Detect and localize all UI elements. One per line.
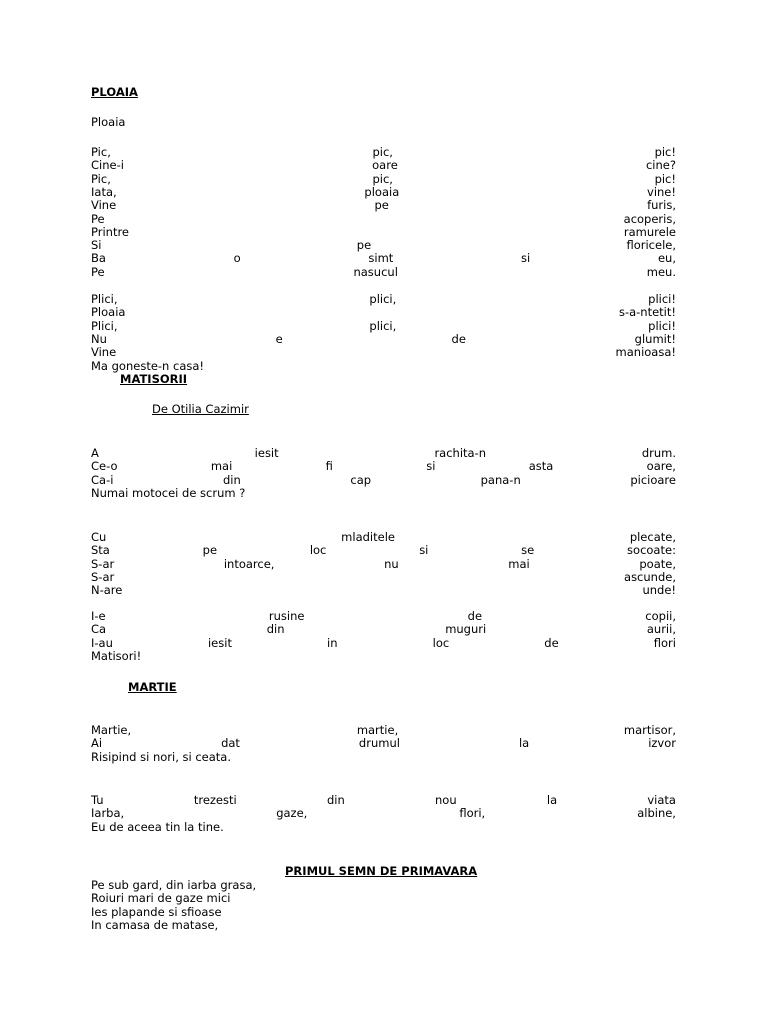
verse-word: Sta — [91, 543, 110, 558]
verse-line — [91, 919, 676, 932]
verse-word: Numai motocei de scrum ? — [91, 485, 246, 500]
verse-word: nu — [384, 556, 399, 571]
verse-word: intoarce, — [223, 556, 275, 571]
verse-line — [91, 610, 676, 623]
verse-word: la — [518, 736, 530, 751]
verse-line — [91, 807, 676, 820]
verse-word: cine? — [645, 158, 676, 173]
verse-line — [91, 544, 676, 557]
verse-word: gaze, — [276, 806, 308, 821]
verse-word: si — [426, 459, 436, 474]
verse-word: drumul — [358, 736, 400, 751]
verse-word: drum. — [641, 446, 676, 460]
verse-word: din — [326, 793, 345, 807]
verse-word: din — [223, 472, 241, 487]
verse-word: Cu — [91, 530, 107, 544]
verse-line — [91, 266, 676, 279]
verse-word: flori — [653, 635, 676, 650]
verse-word: viata — [647, 793, 676, 807]
verse-line — [91, 737, 676, 750]
verse-word: Pe sub gard, din iarba grasa, — [91, 878, 257, 892]
verse-word: I-e — [91, 609, 106, 623]
verse-line — [91, 159, 676, 172]
verse-line — [91, 252, 676, 265]
verse-word: Ca — [91, 622, 107, 637]
verse-word: rachita-n — [434, 446, 487, 460]
verse-word: se — [521, 543, 535, 558]
verse-word: pana-n — [480, 472, 521, 487]
verse-word: oare, — [646, 459, 676, 474]
verse-word: albine, — [637, 806, 676, 821]
verse-word: A — [91, 446, 99, 460]
verse-word: ploaia — [364, 184, 400, 199]
verse-word: Ies plapande si sfioase — [91, 904, 222, 919]
verse-line — [91, 558, 676, 571]
verse-word: copii, — [645, 609, 676, 623]
verse-word: loc — [309, 543, 327, 558]
verse-line — [91, 186, 676, 199]
verse-word: si — [521, 251, 531, 266]
verse-word: S-ar — [91, 556, 115, 571]
verse-word: pic! — [654, 171, 676, 186]
verse-word: Printre — [91, 224, 130, 239]
verse-word: pic, — [372, 171, 393, 186]
verse-word: trezesti — [193, 793, 237, 807]
verse-word: plici, — [369, 292, 397, 306]
verse-line — [91, 637, 676, 650]
verse-word: meu. — [646, 264, 676, 279]
verse-line — [91, 293, 676, 306]
verse-word: fi — [325, 459, 333, 474]
verse-line — [91, 487, 676, 500]
section-title-ploaia: PLOAIA — [91, 85, 138, 99]
verse-word: Ploaia — [91, 305, 126, 320]
verse-word: manioasa! — [615, 345, 676, 360]
verse-word: Matisori! — [91, 648, 142, 663]
verse-word: de — [467, 609, 483, 623]
verse-word: picioare — [630, 472, 676, 487]
verse-line — [91, 226, 676, 239]
verse-word: floricele, — [626, 238, 676, 253]
verse-word: plici! — [648, 318, 676, 333]
verse-line — [91, 199, 676, 212]
verse-word: Ba — [91, 251, 106, 266]
verse-word: rusine — [268, 609, 305, 623]
verse-line — [91, 320, 676, 333]
verse-word: Vine — [91, 198, 117, 213]
verse-line — [91, 906, 676, 919]
verse-line — [91, 447, 676, 460]
verse-line — [91, 821, 676, 834]
verse-word: Risipind si nori, si ceata. — [91, 749, 232, 764]
verse-word: iesit — [254, 446, 279, 460]
verse-word: Ca-i — [91, 472, 114, 487]
verse-word: iesit — [207, 635, 232, 650]
verse-line — [91, 571, 676, 584]
verse-word: Plici, — [91, 318, 118, 333]
verse-word: I-au — [91, 635, 113, 650]
verse-word: mai — [210, 459, 233, 474]
verse-word: unde! — [642, 583, 676, 598]
verse-word: Ma goneste-n casa! — [91, 358, 205, 373]
verse-word: Tu — [91, 793, 104, 807]
verse-word: nou — [435, 793, 457, 807]
verse-line — [91, 751, 676, 764]
verse-word: furis, — [647, 198, 676, 213]
verse-word: pe — [374, 198, 389, 213]
verse-word: Pe — [91, 211, 105, 226]
verse-word: pic! — [654, 145, 676, 159]
verse-line — [91, 213, 676, 226]
verse-word: martisor, — [623, 723, 676, 737]
verse-line — [91, 460, 676, 473]
verse-word: la — [546, 793, 558, 807]
verse-word: Pic, — [91, 145, 111, 159]
verse-word: s-a-ntetit! — [618, 305, 676, 320]
verse-word: plici! — [648, 292, 676, 306]
verse-word: acoperis, — [623, 211, 676, 226]
verse-word: Iata, — [91, 184, 117, 199]
verse-word: o — [233, 251, 241, 266]
verse-word: izvor — [648, 736, 676, 751]
verse-word: Si — [91, 238, 102, 253]
verse-word: de — [451, 331, 466, 346]
verse-word: oare — [372, 158, 398, 173]
verse-word: Roiuri mari de gaze mici — [91, 891, 231, 906]
verse-word: Iarba, — [91, 806, 125, 821]
verse-line — [91, 623, 676, 636]
verse-word: martie, — [356, 723, 399, 737]
verse-word: vine! — [647, 184, 676, 199]
verse-word: Ce-o — [91, 459, 118, 474]
section-subtitle-ploaia: Ploaia — [91, 115, 126, 129]
verse-word: poate, — [639, 556, 676, 571]
verse-word: glumit! — [634, 331, 676, 346]
verse-word: plici, — [369, 318, 397, 333]
verse-word: Ai — [91, 736, 103, 751]
verse-word: de — [544, 635, 559, 650]
verse-word: pic, — [372, 145, 393, 159]
verse-word: din — [266, 622, 285, 637]
verse-line — [91, 346, 676, 359]
verse-word: mai — [508, 556, 530, 571]
verse-line — [91, 724, 676, 737]
verse-line — [91, 474, 676, 487]
verse-word: plecate, — [629, 530, 676, 544]
verse-line — [91, 239, 676, 252]
verse-word: Pe — [91, 264, 105, 279]
verse-word: e — [275, 331, 283, 346]
verse-word: simt — [368, 251, 394, 266]
verse-line — [91, 146, 676, 159]
verse-word: ascunde, — [624, 569, 676, 584]
verse-line — [91, 892, 676, 905]
verse-word: Plici, — [91, 292, 118, 306]
verse-word: Nu — [91, 331, 107, 346]
verse-word: asta — [528, 459, 554, 474]
verse-word: in — [327, 635, 338, 650]
verse-line — [91, 333, 676, 346]
author-line: De Otilia Cazimir — [152, 402, 249, 416]
verse-word: pe — [202, 543, 218, 558]
section-title-martie: MARTIE — [128, 680, 177, 694]
verse-word: Martie, — [91, 723, 132, 737]
verse-word: Eu de aceea tin la tine. — [91, 819, 224, 834]
section-title-primul-semn: PRIMUL SEMN DE PRIMAVARA — [285, 864, 478, 878]
verse-line — [91, 531, 676, 544]
verse-line — [91, 879, 676, 892]
verse-word: cap — [350, 472, 372, 487]
verse-line — [91, 173, 676, 186]
verse-line — [91, 794, 676, 807]
verse-word: N-are — [91, 583, 123, 598]
verse-line — [91, 306, 676, 319]
verse-line — [91, 584, 676, 597]
verse-word: Pic, — [91, 171, 111, 186]
verse-word: ramurele — [623, 224, 676, 239]
verse-word: nasucul — [353, 264, 398, 279]
verse-word: dat — [221, 736, 240, 751]
verse-word: Cine-i — [91, 158, 124, 173]
verse-word: loc — [432, 635, 450, 650]
verse-word: socoate: — [627, 543, 676, 558]
verse-word: S-ar — [91, 569, 115, 584]
verse-word: eu, — [657, 251, 676, 266]
verse-word: muguri — [445, 622, 487, 637]
verse-word: In camasa de matase, — [91, 917, 219, 932]
verse-word: pe — [356, 238, 372, 253]
section-title-matisorii: MATISORII — [120, 372, 188, 386]
verse-word: mladitele — [341, 530, 395, 544]
verse-line — [91, 360, 676, 373]
verse-line — [91, 650, 676, 663]
verse-word: si — [419, 543, 429, 558]
verse-word: aurii, — [646, 622, 676, 637]
verse-word: Vine — [91, 345, 117, 360]
verse-word: flori, — [459, 806, 486, 821]
